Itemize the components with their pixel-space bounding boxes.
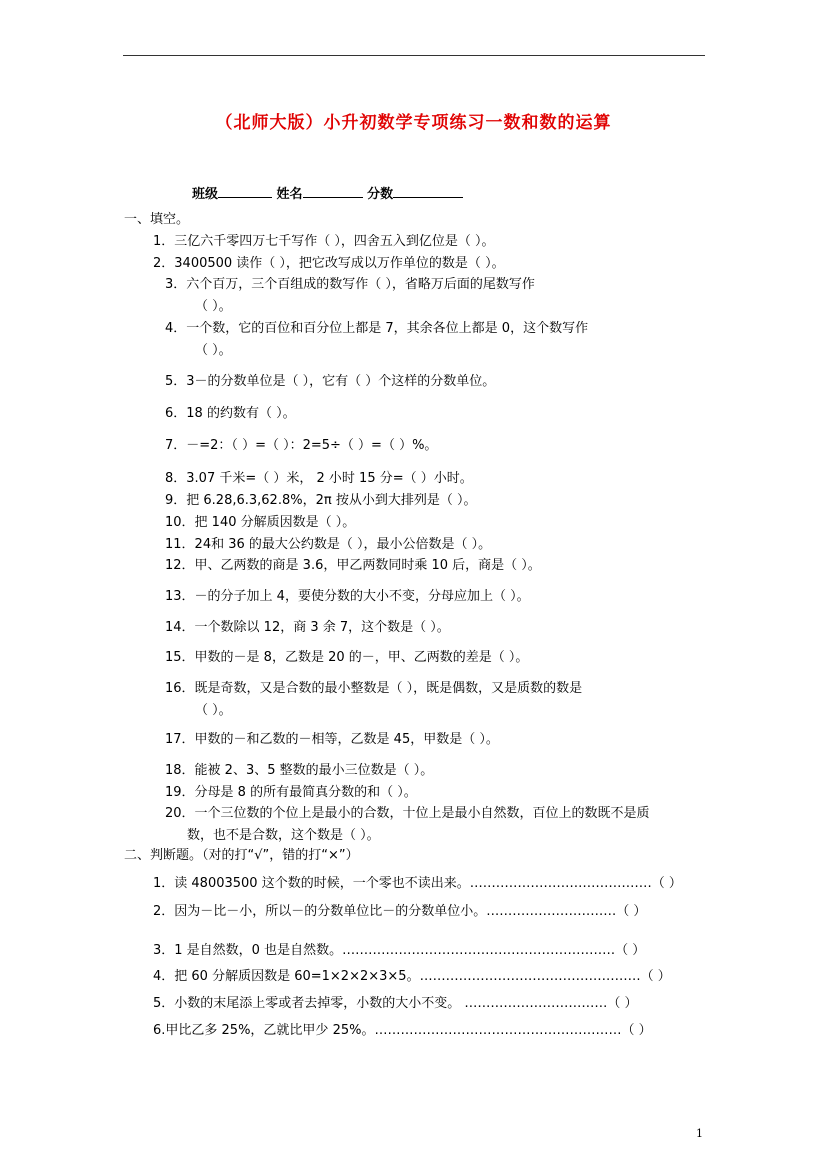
question-line: （ ）。: [195, 703, 232, 718]
judgement-line: 1．读 48003500 这个数的时候，一个零也不读出来。……………………………………（ ）: [153, 876, 682, 891]
question-line: 20．一个三位数的个位上是最小的合数，十位上是最小自然数，百位上的数既不是质: [165, 806, 650, 821]
question-line: 12．甲、乙两数的商是 3.6，甲乙两数同时乘 10 后，商是（ ）。: [165, 558, 541, 573]
judgement-line: 2．因为－比－小，所以－的分数单位比－的分数单位小。…………………………（ ）: [153, 904, 647, 919]
question-line: 3．六个百万，三个百组成的数写作（ ），省略万后面的尾数写作: [165, 277, 535, 292]
document-title: （北师大版）小升初数学专项练习一数和数的运算: [215, 113, 612, 133]
question-line: 8．3.07 千米=（ ）米， 2 小时 15 分=（ ）小时。: [165, 471, 473, 486]
student-info-row: [192, 185, 463, 204]
judgement-line: 5．小数的末尾添上零或者去掉零，小数的大小不变。 ……………………………（ ）: [153, 996, 638, 1011]
name-blank[interactable]: [303, 185, 363, 198]
question-line: 18．能被 2、3、5 整数的最小三位数是（ ）。: [165, 763, 434, 778]
class-blank[interactable]: [218, 185, 272, 198]
question-line: 2．3400500 读作（ ），把它改写成以万作单位的数是（ ）。: [153, 256, 505, 271]
question-line: 6．18 的约数有（ ）。: [165, 406, 296, 421]
question-line: 4．一个数，它的百位和百分位上都是 7，其余各位上都是 0，这个数写作: [165, 321, 589, 336]
judgement-line: 6.甲比乙多 25%，乙就比甲少 25%。…………………………………………………（ ）: [153, 1023, 652, 1038]
score-blank[interactable]: [393, 185, 463, 198]
score-label: 分数: [367, 187, 394, 202]
question-line: 13．－的分子加上 4，要使分数的大小不变，分母应加上（ ）。: [165, 589, 530, 604]
question-line: 14．一个数除以 12，商 3 余 7，这个数是（ ）。: [165, 620, 450, 635]
question-line: 10．把 140 分解质因数是（ ）。: [165, 515, 356, 530]
question-line: 19．分母是 8 的所有最简真分数的和（ ）。: [165, 785, 417, 800]
judgement-line: 3．1 是自然数，0 也是自然数。………………………………………………………（ ）: [153, 943, 646, 958]
question-line: 9．把 6.28,6.3,62.8%，2π 按从小到大排列是（ ）。: [165, 493, 477, 508]
section2-heading: 二、判断题。（对的打“√”，错的打“×”）: [124, 848, 359, 863]
header-rule: [123, 55, 705, 56]
name-label: 姓名: [276, 187, 303, 202]
question-line: 7．－=2：（ ）=（ ）：2=5÷（ ）=（ ）%。: [165, 438, 438, 453]
question-line: 15．甲数的－是 8，乙数是 20 的－，甲、乙两数的差是（ ）。: [165, 650, 529, 665]
question-line: 数，也不是合数，这个数是（ ）。: [187, 828, 380, 843]
section1-heading: 一、填空。: [124, 212, 190, 227]
class-label: 班级: [192, 187, 219, 202]
page-number: 1: [696, 1127, 703, 1140]
question-line: （ ）。: [195, 299, 232, 314]
question-line: 16．既是奇数，又是合数的最小整数是（ ），既是偶数，又是质数的数是: [165, 681, 583, 696]
question-line: （ ）。: [195, 343, 232, 358]
question-line: 11．24和 36 的最大公约数是（ ），最小公倍数是（ ）。: [165, 537, 492, 552]
question-line: 1．三亿六千零四万七千写作（ ），四舍五入到亿位是（ ）。: [153, 234, 495, 249]
judgement-line: 4．把 60 分解质因数是 60=1×2×2×3×5。……………………………………………（ ）: [153, 969, 671, 984]
question-line: 5．3－的分数单位是（ ），它有（ ）个这样的分数单位。: [165, 374, 496, 389]
question-line: 17．甲数的－和乙数的－相等，乙数是 45，甲数是（ ）。: [165, 732, 499, 747]
